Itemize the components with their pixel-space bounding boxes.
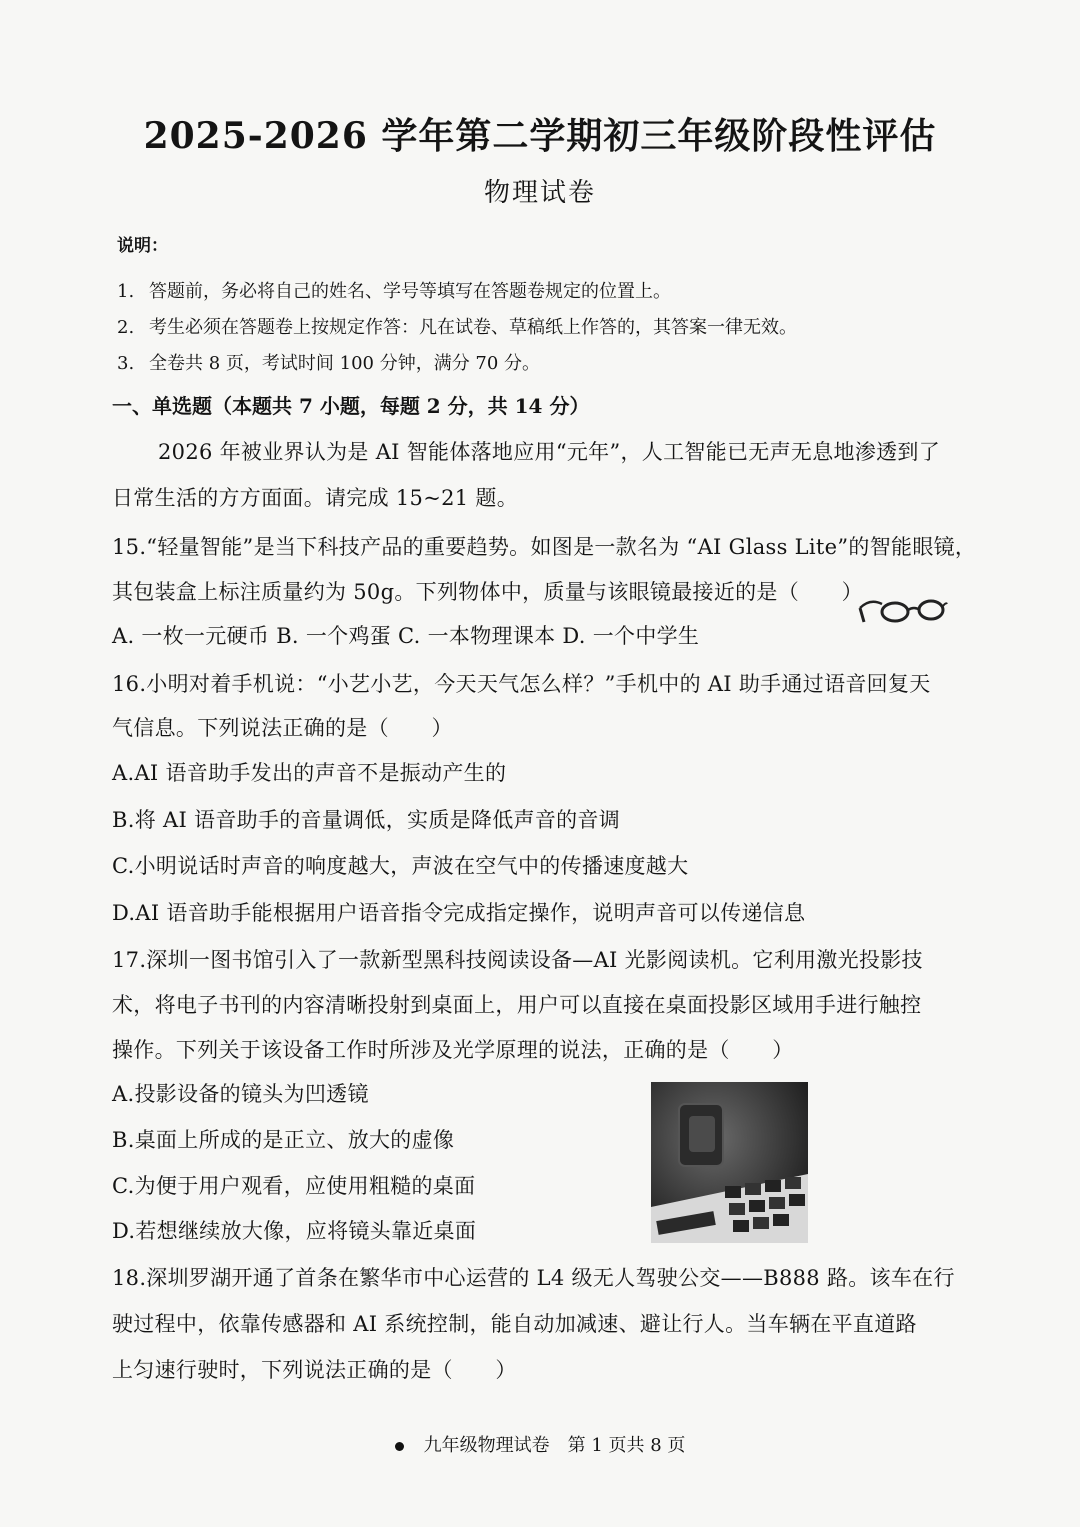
footer-page-number: 第 1 页共 8 页 (567, 1435, 686, 1456)
q15-stem-line: 15.“轻量智能”是当下科技产品的重要趋势。如图是一款名为 “AI Glass Lite”的智能眼镜， (112, 535, 977, 559)
instruction-item (117, 313, 797, 339)
exam-title: 2025-2026 学年第二学期初三年级阶段性评估 (143, 115, 937, 157)
q15-stem-line: 其包装盒上标注质量约为 50g。下列物体中，质量与该眼镜最接近的是（ ） (112, 580, 863, 604)
q16-option-b: B.将 AI 语音助手的音量调低，实质是降低声音的音调 (112, 808, 621, 832)
q17-stem-line: 17.深圳一图书馆引入了一款新型黑科技阅读设备—AI 光影阅读机。它利用激光投影技 (112, 948, 923, 972)
q17-option-b: B.桌面上所成的是正立、放大的虚像 (112, 1128, 455, 1152)
instruction-number: 2. (117, 317, 135, 338)
intro-line: 日常生活的方方面面。请完成 15~21 题。 (112, 486, 518, 510)
q17-stem-line: 术，将电子书刊的内容清晰投射到桌面上，用户可以直接在桌面投影区域用手进行触控 (112, 993, 922, 1017)
page-footer (0, 1431, 1080, 1457)
q16-stem-line: 16.小明对着手机说：“小艺小艺，今天天气怎么样？”手机中的 AI 助手通过语音回复天 (112, 672, 931, 696)
q16-stem-line: 气信息。下列说法正确的是（ ） (112, 716, 453, 740)
q18-stem-line: 驶过程中，依靠传感器和 AI 系统控制，能自动加减速、避让行人。当车辆在平直道路 (112, 1312, 917, 1336)
instruction-number: 3. (117, 353, 135, 374)
q18-stem-line: 上匀速行驶时，下列说法正确的是（ ） (112, 1358, 517, 1382)
bullet-dot-icon (395, 1442, 404, 1451)
instructions-heading: 说明： (117, 236, 168, 256)
intro-line: 2026 年被业界认为是 AI 智能体落地应用“元年”，人工智能已无声无息地渗透到了 (158, 440, 940, 464)
instruction-text: 考生必须在答题卷上按规定作答：凡在试卷、草稿纸上作答的，其答案一律无效。 (149, 317, 797, 338)
instruction-text: 全卷共 8 页，考试时间 100 分钟，满分 70 分。 (149, 353, 541, 374)
q15-options: A. 一枚一元硬币 B. 一个鸡蛋 C. 一本物理课本 D. 一个中学生 (112, 624, 700, 648)
instruction-number: 1. (117, 281, 135, 302)
q16-option-c: C.小明说话时声音的响度越大，声波在空气中的传播速度越大 (112, 854, 689, 878)
q17-option-a: A.投影设备的镜头为凹透镜 (112, 1082, 369, 1106)
projection-reader-photo (651, 1082, 808, 1243)
smart-glasses-image (858, 592, 948, 628)
instruction-text: 答题前，务必将自己的姓名、学号等填写在答题卷规定的位置上。 (149, 281, 671, 302)
q17-option-c: C.为便于用户观看，应使用粗糙的桌面 (112, 1174, 476, 1198)
exam-subtitle: 物理试卷 (483, 178, 596, 208)
q17-option-d: D.若想继续放大像，应将镜头靠近桌面 (112, 1219, 477, 1243)
section-title: 一、单选题（本题共 7 小题，每题 2 分，共 14 分） (112, 394, 590, 418)
footer-exam-name: 九年级物理试卷 (423, 1435, 550, 1456)
q16-option-d: D.AI 语音助手能根据用户语音指令完成指定操作，说明声音可以传递信息 (112, 901, 806, 925)
instruction-item (117, 349, 540, 375)
instruction-item (117, 277, 671, 303)
q18-stem-line: 18.深圳罗湖开通了首条在繁华市中心运营的 L4 级无人驾驶公交——B888 路。该车在行 (112, 1266, 955, 1290)
q16-option-a: A.AI 语音助手发出的声音不是振动产生的 (112, 761, 507, 785)
q17-stem-line: 操作。下列关于该设备工作时所涉及光学原理的说法，正确的是（ ） (112, 1038, 794, 1062)
